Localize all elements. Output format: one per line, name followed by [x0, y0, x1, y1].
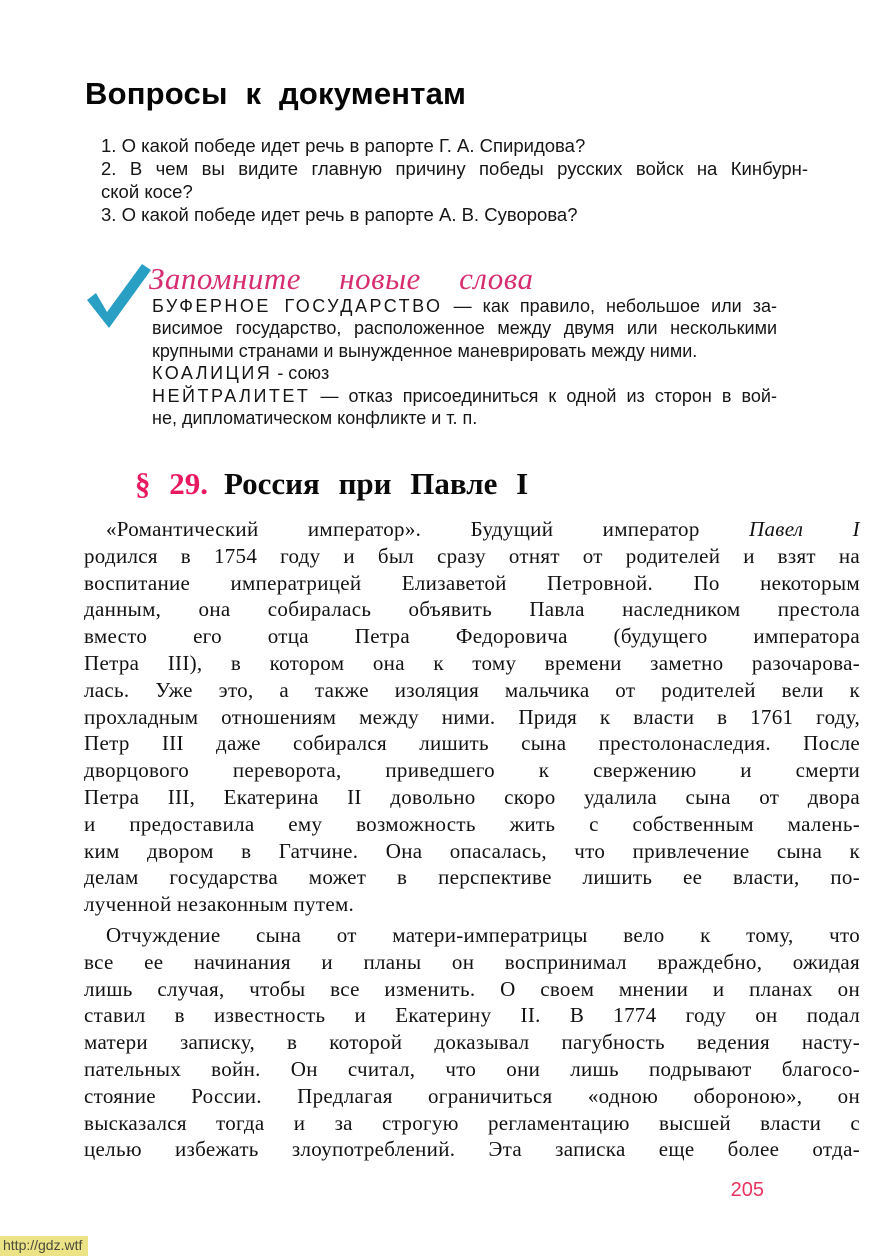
- body-text-line: лишь случая, чтобы все изменить. О своем мнении и планах он: [84, 976, 860, 1001]
- section-title: Россия при Павле I: [224, 466, 529, 501]
- question-item-3: 3. О какой победе идет речь в рапорте А. В. Суворова?: [101, 204, 578, 225]
- question-item-2: 2. В чем вы видите главную причину победы русских войск на Кинбурн-: [101, 158, 808, 179]
- body-text-line: лученной незаконным путем.: [84, 892, 355, 917]
- glossary-term-neutrality: НЕЙТРАЛИТЕТ: [152, 385, 311, 406]
- watermark-url: http://gdz.wtf: [0, 1236, 88, 1256]
- body-text-line: Отчуждение сына от матери-императрицы вело к тому, что: [106, 923, 860, 947]
- question-item-1: 1. О какой победе идет речь в рапорте Г. А. Спиридова?: [101, 135, 586, 156]
- glossary-entry-buffer-state: [152, 295, 777, 317]
- body-text-line: ким двором в Гатчине. Она опасалась, что привлечение сына к: [84, 838, 860, 863]
- body-text-line: стояние России. Предлагая ограничиться «одною обороною», он: [84, 1083, 860, 1108]
- body-text-line: [84, 516, 860, 543]
- body-text-line: вместо его отца Петра Федоровича (будущего императора: [84, 624, 860, 649]
- glossary-definition-line: не, дипломатическом конфликте и т. п.: [152, 408, 478, 429]
- body-text-line: делам государства может в перспективе лишить ее власти, по-: [84, 865, 860, 890]
- section-heading: [135, 466, 528, 502]
- body-text-line: воспитание императрицей Елизаветой Петровной. По некоторым: [84, 570, 860, 595]
- body-text-line: ставил в известность и Екатерину II. В 1774 году он подал: [84, 1003, 860, 1028]
- body-text-line: и предоставила ему возможность жить с собственным малень-: [84, 811, 860, 836]
- glossary-term-buffer-state: БУФЕРНОЕ ГОСУДАРСТВО: [152, 296, 443, 316]
- glossary-term-coalition: КОАЛИЦИЯ: [152, 363, 273, 384]
- body-text-line: родился в 1754 году и был сразу отнят от родителей и взят на: [84, 543, 860, 568]
- glossary-block: [152, 295, 777, 429]
- body-text-line: прохладным отношениям между ними. Придя к власти в 1761 году,: [84, 704, 860, 729]
- glossary-definition-line: висимое государство, расположенное между двумя или несколькими: [152, 318, 777, 339]
- body-text-line: все ее начинания и планы он воспринимал враждебно, ожидая: [84, 949, 860, 974]
- glossary-definition: — отказ присоединиться к одной из сторон в вой-: [320, 385, 777, 406]
- paragraph-romantic-emperor: [84, 516, 860, 918]
- body-text-line: Петр III даже собирался лишить сына престолонаследия. После: [84, 731, 860, 756]
- body-text: «Романтический император». Будущий император: [106, 517, 700, 541]
- page-number: 205: [730, 1179, 764, 1201]
- questions-heading: Вопросы к документам: [85, 76, 467, 111]
- body-text-line: высказался тогда и за строгую регламентацию высшей власти с: [84, 1110, 860, 1135]
- paragraph-lines: [84, 949, 860, 1163]
- glossary-definition: — как правило, небольшое или за-: [453, 296, 777, 316]
- emphasis-pavel-i: Павел I: [749, 517, 860, 541]
- body-text-line: целью избежать злоупотреблений. Эта записка еще более отда-: [84, 1137, 860, 1162]
- body-text-line: лась. Уже это, а также изоляция мальчика от родителей вели к: [84, 677, 860, 702]
- glossary-heading: Запомните новые слова: [149, 261, 534, 296]
- glossary-entry-coalition: [152, 362, 777, 384]
- paragraph-lines: [84, 543, 860, 918]
- body-text-line: матери записку, в которой доказывал пагубность ведения насту-: [84, 1030, 860, 1055]
- body-text-line: дворцового переворота, приведшего к свержению и смерти: [84, 758, 860, 783]
- paragraph-estrangement: [84, 922, 860, 1163]
- body-text-line: пательных войн. Он считал, что они лишь подрывают благосо-: [84, 1056, 860, 1081]
- section-number: § 29.: [135, 466, 208, 501]
- questions-list: [101, 134, 808, 226]
- glossary-definition-line: крупными странами и вынужденное маневрировать между ними.: [152, 340, 698, 361]
- body-text-line: Петра III, Екатерина II довольно скоро удалила сына от двора: [84, 784, 860, 809]
- glossary-entry-neutrality: [152, 385, 777, 407]
- question-item-2-continued: ской косе?: [101, 181, 193, 202]
- checkmark-icon: [82, 259, 154, 333]
- glossary-definition: - союз: [277, 363, 330, 384]
- body-text-line: данным, она собиралась объявить Павла наследником престола: [84, 597, 860, 622]
- body-text-line: Петра III), в котором она к тому времени заметно разочарова-: [84, 650, 860, 675]
